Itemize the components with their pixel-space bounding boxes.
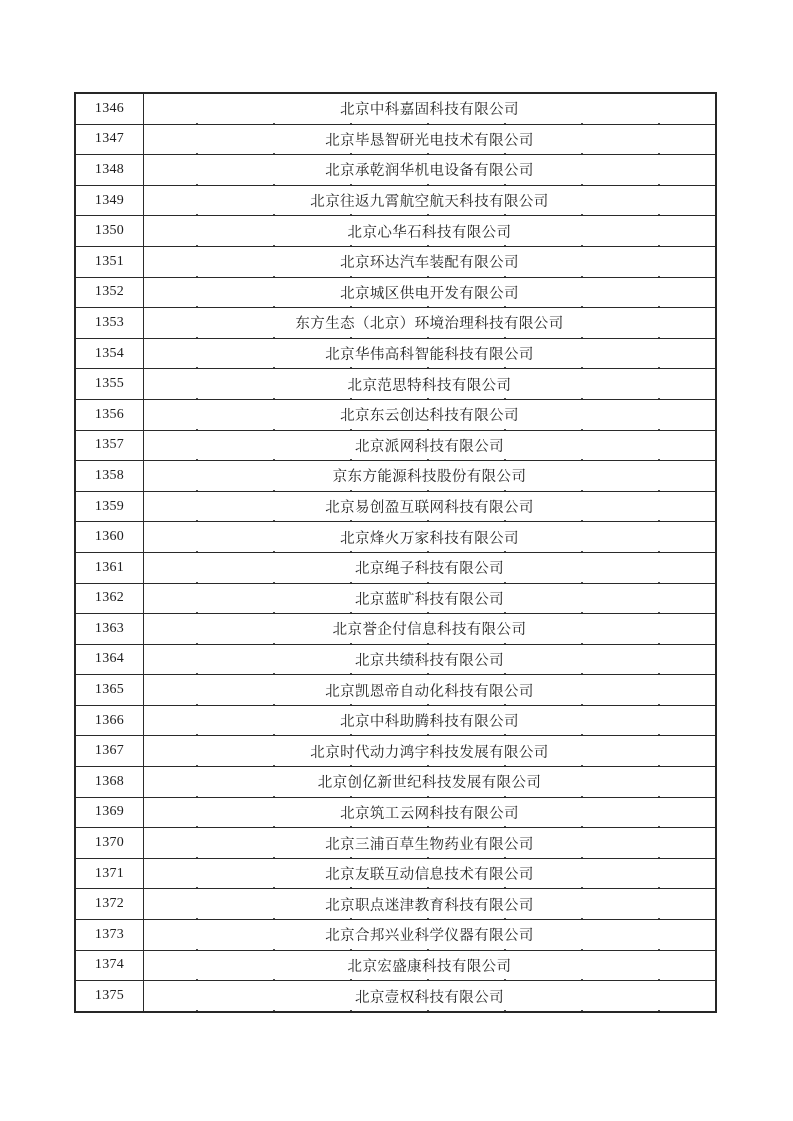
table-row <box>75 797 716 828</box>
company-name: 北京承乾润华机电设备有限公司 <box>144 155 717 186</box>
row-number: 1347 <box>75 124 144 155</box>
row-number: 1375 <box>75 981 144 1012</box>
company-name: 北京创亿新世纪科技发展有限公司 <box>144 767 717 798</box>
table-row <box>75 552 716 583</box>
company-name: 北京共绩科技有限公司 <box>144 644 717 675</box>
company-name: 北京范思特科技有限公司 <box>144 369 717 400</box>
company-name: 北京中科助腾科技有限公司 <box>144 705 717 736</box>
row-number: 1362 <box>75 583 144 614</box>
company-name: 北京毕恳智研光电技术有限公司 <box>144 124 717 155</box>
company-name: 北京烽火万家科技有限公司 <box>144 522 717 553</box>
row-number: 1366 <box>75 705 144 736</box>
table-row <box>75 767 716 798</box>
row-number: 1364 <box>75 644 144 675</box>
company-name: 北京心华石科技有限公司 <box>144 216 717 247</box>
table-row <box>75 491 716 522</box>
row-number: 1371 <box>75 858 144 889</box>
row-number: 1370 <box>75 828 144 859</box>
company-name: 北京中科嘉固科技有限公司 <box>144 93 717 124</box>
company-name: 北京城区供电开发有限公司 <box>144 277 717 308</box>
table-row <box>75 522 716 553</box>
company-name: 北京东云创达科技有限公司 <box>144 399 717 430</box>
table-row <box>75 185 716 216</box>
table-row <box>75 828 716 859</box>
table-row <box>75 981 716 1012</box>
table-row <box>75 583 716 614</box>
row-number: 1353 <box>75 308 144 339</box>
row-number: 1363 <box>75 614 144 645</box>
row-number: 1358 <box>75 461 144 492</box>
company-name: 北京誉企付信息科技有限公司 <box>144 614 717 645</box>
company-name: 北京友联互动信息技术有限公司 <box>144 858 717 889</box>
row-number: 1373 <box>75 920 144 951</box>
row-number: 1359 <box>75 491 144 522</box>
table-row <box>75 644 716 675</box>
company-name: 北京蓝旷科技有限公司 <box>144 583 717 614</box>
company-name: 北京三浦百草生物药业有限公司 <box>144 828 717 859</box>
row-number: 1361 <box>75 552 144 583</box>
row-number: 1374 <box>75 950 144 981</box>
company-name: 京东方能源科技股份有限公司 <box>144 461 717 492</box>
company-name: 北京易创盈互联网科技有限公司 <box>144 491 717 522</box>
table-row <box>75 155 716 186</box>
company-table-body <box>75 93 716 1012</box>
table-row <box>75 277 716 308</box>
row-number: 1368 <box>75 767 144 798</box>
company-name: 北京壹权科技有限公司 <box>144 981 717 1012</box>
table-row <box>75 399 716 430</box>
table-row <box>75 858 716 889</box>
row-number: 1348 <box>75 155 144 186</box>
row-number: 1346 <box>75 93 144 124</box>
table-row <box>75 369 716 400</box>
table-row <box>75 889 716 920</box>
row-number: 1369 <box>75 797 144 828</box>
row-number: 1356 <box>75 399 144 430</box>
company-name: 北京派网科技有限公司 <box>144 430 717 461</box>
row-number: 1352 <box>75 277 144 308</box>
company-name: 北京时代动力鸿宇科技发展有限公司 <box>144 736 717 767</box>
company-name: 北京绳子科技有限公司 <box>144 552 717 583</box>
row-number: 1365 <box>75 675 144 706</box>
table-row <box>75 124 716 155</box>
table-row <box>75 216 716 247</box>
company-name: 北京筑工云网科技有限公司 <box>144 797 717 828</box>
company-name: 东方生态（北京）环境治理科技有限公司 <box>144 308 717 339</box>
table-row <box>75 736 716 767</box>
row-number: 1355 <box>75 369 144 400</box>
row-number: 1350 <box>75 216 144 247</box>
row-number: 1372 <box>75 889 144 920</box>
company-name: 北京凯恩帝自动化科技有限公司 <box>144 675 717 706</box>
row-number: 1367 <box>75 736 144 767</box>
company-name: 北京华伟高科智能科技有限公司 <box>144 338 717 369</box>
table-row <box>75 614 716 645</box>
company-name: 北京宏盛康科技有限公司 <box>144 950 717 981</box>
row-number: 1349 <box>75 185 144 216</box>
table-row <box>75 461 716 492</box>
table-row <box>75 675 716 706</box>
table-row <box>75 338 716 369</box>
company-name: 北京环达汽车装配有限公司 <box>144 246 717 277</box>
row-number: 1354 <box>75 338 144 369</box>
table-row <box>75 920 716 951</box>
table-row <box>75 246 716 277</box>
table-row <box>75 430 716 461</box>
table-row <box>75 93 716 124</box>
row-number: 1351 <box>75 246 144 277</box>
company-name: 北京往返九霄航空航天科技有限公司 <box>144 185 717 216</box>
table-row <box>75 308 716 339</box>
table-row <box>75 705 716 736</box>
company-name: 北京职点迷津教育科技有限公司 <box>144 889 717 920</box>
company-table <box>74 92 717 1013</box>
row-number: 1360 <box>75 522 144 553</box>
company-name: 北京合邦兴业科学仪器有限公司 <box>144 920 717 951</box>
table-row <box>75 950 716 981</box>
row-number: 1357 <box>75 430 144 461</box>
